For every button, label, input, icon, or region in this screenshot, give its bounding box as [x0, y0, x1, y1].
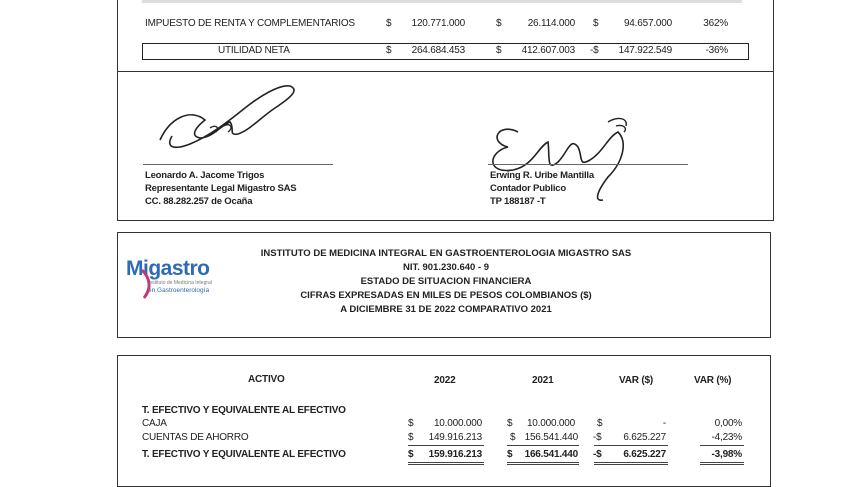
col-header-2021: 2021	[532, 375, 554, 386]
tax-row-var-money: 94.657.000	[623, 18, 672, 29]
net-income-2022: 264.684.453	[411, 45, 465, 56]
tax-row-label: IMPUESTO DE RENTA Y COMPLEMENTARIOS	[145, 18, 355, 29]
left-signature-scribble	[150, 78, 330, 158]
net-income-var-pct: -36%	[705, 45, 728, 56]
net-income-var-money: 147.922.549	[618, 45, 672, 56]
row-caja-2022: 10.000.000	[433, 418, 482, 429]
total-double-rule-5	[594, 462, 668, 463]
row-caja-currency-2021: $	[507, 418, 513, 429]
left-signer-name: Leonardo A. Jacome Trigos	[145, 170, 265, 181]
right-signer-id: TP 188187 -T	[490, 196, 546, 207]
row-total-currency-2021: $	[507, 449, 513, 460]
tax-row-currency-2021: $	[496, 18, 502, 29]
statement-date: A DICIEMBRE 31 DE 2022 COMPARATIVO 2021	[340, 304, 552, 315]
row-total-2021: 166.541.440	[524, 449, 578, 460]
row-caja-currency-var: $	[597, 418, 603, 429]
col-header-var-money: VAR ($)	[619, 375, 653, 386]
migastro-logo	[126, 258, 236, 308]
col-header-2022: 2022	[434, 375, 456, 386]
row-total-currency-var: -$	[593, 449, 602, 460]
header-text-block	[236, 247, 656, 317]
company-name: INSTITUTO DE MEDICINA INTEGRAL EN GASTROENTEROLOGIA MIGASTRO SAS	[260, 248, 632, 259]
col-header-var-pct: VAR (%)	[694, 375, 732, 386]
row-caja-var-pct: 0,00%	[714, 418, 742, 429]
section-title-cash: T. EFECTIVO Y EQUIVALENTE AL EFECTIVO	[142, 405, 346, 416]
net-income-2021: 412.607.003	[521, 45, 575, 56]
row-caja-currency-2022: $	[408, 418, 414, 429]
row-ahorro-var-pct: -4,23%	[711, 432, 742, 443]
logo-tagline-2: en Gastroenterología	[148, 287, 210, 294]
row-ahorro-label: CUENTAS DE AHORRO	[142, 432, 249, 443]
row-ahorro-var-money: 6.625.227	[623, 432, 666, 443]
left-signer-role: Representante Legal Migastro SAS	[145, 183, 297, 194]
logo-tagline-1: Instituto de Medicina Integral	[148, 280, 212, 286]
left-signature-line	[143, 164, 333, 165]
net-income-currency-2022: $	[386, 45, 392, 56]
row-ahorro-currency-var: -$	[593, 432, 602, 443]
row-ahorro-currency-2021: $	[510, 432, 516, 443]
statement-title: ESTADO DE SITUACION FINANCIERA	[360, 276, 532, 287]
total-double-rule-1	[408, 462, 484, 463]
company-nit: NIT. 901.230.640 - 9	[402, 262, 490, 273]
tax-row-currency-var: $	[593, 18, 599, 29]
subtotal-rule-pct	[700, 445, 744, 446]
subtotal-rule-var	[594, 445, 668, 446]
total-double-rule-7	[700, 462, 744, 463]
income-divider	[117, 71, 774, 72]
tax-row-2022: 120.771.000	[411, 18, 465, 29]
row-total-var-pct: -3,98%	[711, 449, 742, 460]
row-caja-var-money: -	[662, 418, 666, 429]
row-total-currency-2022: $	[408, 449, 414, 460]
row-total-label: T. EFECTIVO Y EQUIVALENTE AL EFECTIVO	[142, 449, 346, 460]
row-ahorro-2022: 149.916.213	[428, 432, 482, 443]
tax-row-currency-2022: $	[386, 18, 392, 29]
row-ahorro-currency-2022: $	[408, 432, 414, 443]
tax-row-2021: 26.114.000	[527, 18, 575, 29]
subtotal-rule-2022	[408, 445, 484, 446]
logo-wordmark: Migastro	[126, 257, 210, 280]
total-double-rule-6	[594, 464, 668, 465]
right-signer-name: Erwing R. Uribe Mantilla	[490, 170, 594, 181]
total-double-rule-2	[408, 464, 484, 465]
net-income-label: UTILIDAD NETA	[218, 45, 290, 56]
currency-note: CIFRAS EXPRESADAS EN MILES DE PESOS COLOMBIANOS ($)	[300, 290, 592, 301]
tax-row-var-pct: 362%	[703, 18, 728, 29]
right-signature-line	[488, 164, 688, 165]
total-double-rule-8	[700, 464, 744, 465]
subtotal-rule-2021	[507, 445, 579, 446]
row-ahorro-2021: 156.541.440	[524, 432, 578, 443]
row-total-var-money: 6.625.227	[623, 449, 666, 460]
cropped-row-remnant	[142, 0, 742, 3]
left-signer-id: CC. 88.282.257 de Ocaña	[145, 196, 253, 207]
total-double-rule-4	[507, 464, 579, 465]
row-caja-label: CAJA	[142, 418, 167, 429]
row-total-2022: 159.916.213	[428, 449, 482, 460]
total-double-rule-3	[507, 462, 579, 463]
col-header-activo: ACTIVO	[248, 374, 285, 385]
logo-swoosh-icon	[140, 268, 154, 300]
net-income-currency-var: -$	[590, 45, 599, 56]
right-signer-role: Contador Publico	[490, 183, 566, 194]
net-income-currency-2021: $	[496, 45, 502, 56]
row-caja-2021: 10.000.000	[526, 418, 575, 429]
